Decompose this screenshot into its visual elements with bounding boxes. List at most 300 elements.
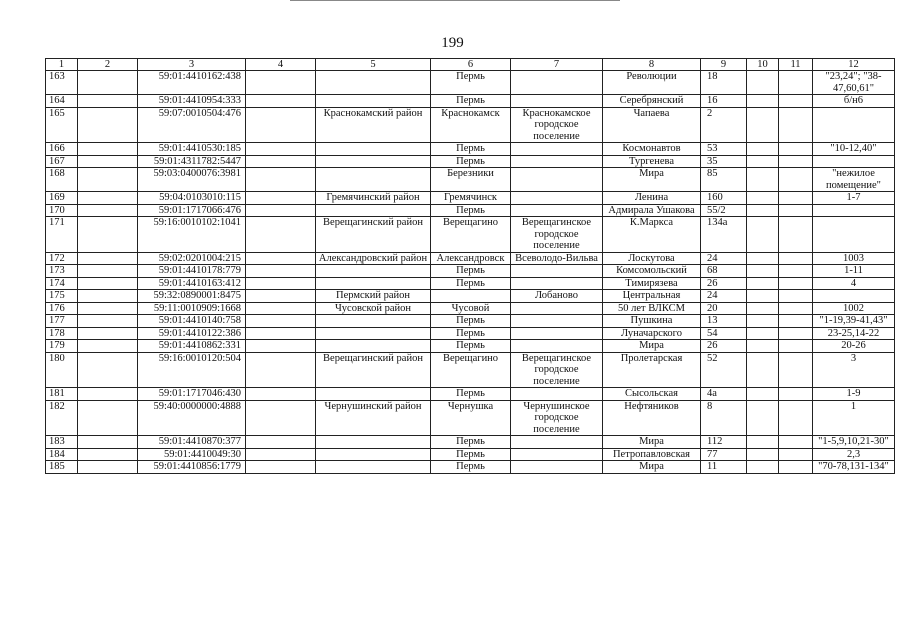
- cadastral-number: 59:01:4410122:386: [138, 327, 246, 340]
- premises-numbers: [813, 217, 895, 253]
- cell-col4: [246, 71, 316, 95]
- column-header: 2: [78, 59, 138, 71]
- table-row: [46, 461, 895, 474]
- row-number: 174: [46, 277, 78, 290]
- cell-col10: [747, 436, 779, 449]
- settlement-name: Всеволодо-Вильва: [511, 252, 603, 265]
- house-number: 55/2: [701, 204, 747, 217]
- table-row: [46, 327, 895, 340]
- house-number: 2: [701, 107, 747, 143]
- table-row: [46, 107, 895, 143]
- column-header: 12: [813, 59, 895, 71]
- cadastral-number: 59:01:1717046:430: [138, 388, 246, 401]
- cell-col10: [747, 168, 779, 192]
- cadastral-number: 59:01:4410162:438: [138, 71, 246, 95]
- premises-numbers: 1-11: [813, 265, 895, 278]
- row-number: 179: [46, 340, 78, 353]
- premises-numbers: 3: [813, 352, 895, 388]
- cadastral-number: 59:11:0010909:1668: [138, 302, 246, 315]
- house-number: 11: [701, 461, 747, 474]
- street-name: 50 лет ВЛКСМ: [603, 302, 701, 315]
- row-number: 176: [46, 302, 78, 315]
- table-row: [46, 436, 895, 449]
- row-number: 173: [46, 265, 78, 278]
- column-header: 8: [603, 59, 701, 71]
- settlement-name: [511, 71, 603, 95]
- settlement-name: [511, 204, 603, 217]
- cell-col4: [246, 290, 316, 303]
- district-name: [316, 315, 431, 328]
- premises-numbers: "23,24"; "38-47,60,61": [813, 71, 895, 95]
- street-name: Центральная: [603, 290, 701, 303]
- house-number: 20: [701, 302, 747, 315]
- cadastral-number: 59:01:4410856:1779: [138, 461, 246, 474]
- house-number: 52: [701, 352, 747, 388]
- cell-col2: [78, 143, 138, 156]
- cell-col10: [747, 388, 779, 401]
- table-row: [46, 290, 895, 303]
- city-name: Чернушка: [431, 400, 511, 436]
- settlement-name: [511, 192, 603, 205]
- house-number: 53: [701, 143, 747, 156]
- property-register-table: [45, 58, 895, 474]
- cell-col11: [779, 143, 813, 156]
- row-number: 166: [46, 143, 78, 156]
- street-name: Петропавловская: [603, 448, 701, 461]
- cell-col4: [246, 204, 316, 217]
- city-name: Александровск: [431, 252, 511, 265]
- cell-col4: [246, 265, 316, 278]
- cell-col4: [246, 388, 316, 401]
- settlement-name: [511, 265, 603, 278]
- city-name: Чусовой: [431, 302, 511, 315]
- cell-col10: [747, 327, 779, 340]
- cell-col10: [747, 95, 779, 108]
- premises-numbers: [813, 155, 895, 168]
- cell-col11: [779, 168, 813, 192]
- premises-numbers: 1003: [813, 252, 895, 265]
- cadastral-number: 59:01:4410049:30: [138, 448, 246, 461]
- district-name: [316, 448, 431, 461]
- cell-col11: [779, 327, 813, 340]
- cell-col4: [246, 340, 316, 353]
- cell-col4: [246, 352, 316, 388]
- cell-col11: [779, 71, 813, 95]
- cell-col2: [78, 388, 138, 401]
- premises-numbers: [813, 290, 895, 303]
- cell-col10: [747, 252, 779, 265]
- settlement-name: Краснокамское городское поселение: [511, 107, 603, 143]
- cadastral-number: 59:01:4410870:377: [138, 436, 246, 449]
- premises-numbers: 4: [813, 277, 895, 290]
- settlement-name: [511, 327, 603, 340]
- settlement-name: [511, 436, 603, 449]
- cell-col2: [78, 265, 138, 278]
- district-name: [316, 71, 431, 95]
- settlement-name: [511, 448, 603, 461]
- district-name: [316, 204, 431, 217]
- cell-col2: [78, 95, 138, 108]
- row-number: 183: [46, 436, 78, 449]
- row-number: 178: [46, 327, 78, 340]
- row-number: 177: [46, 315, 78, 328]
- table-row: [46, 204, 895, 217]
- settlement-name: Чернушинское городское поселение: [511, 400, 603, 436]
- city-name: [431, 290, 511, 303]
- settlement-name: Лобаново: [511, 290, 603, 303]
- cadastral-number: 59:01:4311782:5447: [138, 155, 246, 168]
- premises-numbers: 23-25,14-22: [813, 327, 895, 340]
- cell-col11: [779, 155, 813, 168]
- cell-col11: [779, 302, 813, 315]
- cell-col2: [78, 217, 138, 253]
- page-number: 199: [441, 35, 464, 51]
- street-name: Ленина: [603, 192, 701, 205]
- house-number: 26: [701, 340, 747, 353]
- district-name: Пермский район: [316, 290, 431, 303]
- settlement-name: [511, 155, 603, 168]
- column-header: 5: [316, 59, 431, 71]
- district-name: [316, 265, 431, 278]
- cell-col10: [747, 71, 779, 95]
- city-name: Пермь: [431, 448, 511, 461]
- row-number: 164: [46, 95, 78, 108]
- register-body: [46, 71, 895, 474]
- cell-col11: [779, 340, 813, 353]
- cadastral-number: 59:01:4410530:185: [138, 143, 246, 156]
- city-name: Пермь: [431, 436, 511, 449]
- street-name: Пролетарская: [603, 352, 701, 388]
- street-name: Нефтяников: [603, 400, 701, 436]
- cell-col4: [246, 192, 316, 205]
- city-name: Пермь: [431, 277, 511, 290]
- cell-col2: [78, 436, 138, 449]
- premises-numbers: 2,3: [813, 448, 895, 461]
- cadastral-number: 59:04:0103010:115: [138, 192, 246, 205]
- cell-col11: [779, 436, 813, 449]
- premises-numbers: "70-78,131-134": [813, 461, 895, 474]
- house-number: 13: [701, 315, 747, 328]
- column-header: 3: [138, 59, 246, 71]
- street-name: Революции: [603, 71, 701, 95]
- table-row: [46, 143, 895, 156]
- district-name: [316, 388, 431, 401]
- cadastral-number: 59:32:0890001:8475: [138, 290, 246, 303]
- house-number: 24: [701, 252, 747, 265]
- house-number: 24: [701, 290, 747, 303]
- cell-col4: [246, 277, 316, 290]
- cadastral-number: 59:01:4410178:779: [138, 265, 246, 278]
- cadastral-number: 59:03:0400076:3981: [138, 168, 246, 192]
- cell-col4: [246, 143, 316, 156]
- cell-col11: [779, 461, 813, 474]
- cell-col11: [779, 277, 813, 290]
- premises-numbers: [813, 204, 895, 217]
- cadastral-number: 59:01:4410140:758: [138, 315, 246, 328]
- column-header: 7: [511, 59, 603, 71]
- cell-col4: [246, 461, 316, 474]
- row-number: 175: [46, 290, 78, 303]
- cell-col2: [78, 340, 138, 353]
- cell-col4: [246, 302, 316, 315]
- cell-col2: [78, 327, 138, 340]
- city-name: Пермь: [431, 388, 511, 401]
- district-name: Чернушинский район: [316, 400, 431, 436]
- cell-col11: [779, 388, 813, 401]
- house-number: 26: [701, 277, 747, 290]
- cell-col4: [246, 168, 316, 192]
- row-number: 180: [46, 352, 78, 388]
- row-number: 172: [46, 252, 78, 265]
- cell-col2: [78, 252, 138, 265]
- cell-col2: [78, 461, 138, 474]
- district-name: Верещагинский район: [316, 352, 431, 388]
- cell-col10: [747, 461, 779, 474]
- table-row: [46, 192, 895, 205]
- cell-col11: [779, 252, 813, 265]
- table-row: [46, 155, 895, 168]
- cell-col10: [747, 217, 779, 253]
- district-name: [316, 168, 431, 192]
- cell-col10: [747, 265, 779, 278]
- cell-col2: [78, 302, 138, 315]
- street-name: Мира: [603, 340, 701, 353]
- premises-numbers: "нежилое помещение": [813, 168, 895, 192]
- house-number: 112: [701, 436, 747, 449]
- street-name: Мира: [603, 461, 701, 474]
- column-header: 10: [747, 59, 779, 71]
- cell-col2: [78, 277, 138, 290]
- cadastral-number: 59:16:0010120:504: [138, 352, 246, 388]
- city-name: Пермь: [431, 265, 511, 278]
- city-name: Пермь: [431, 71, 511, 95]
- cell-col2: [78, 290, 138, 303]
- city-name: Пермь: [431, 340, 511, 353]
- premises-numbers: 20-26: [813, 340, 895, 353]
- cell-col11: [779, 352, 813, 388]
- district-name: [316, 436, 431, 449]
- cell-col2: [78, 71, 138, 95]
- settlement-name: [511, 277, 603, 290]
- house-number: 18: [701, 71, 747, 95]
- settlement-name: Верещагинское городское поселение: [511, 217, 603, 253]
- cell-col11: [779, 315, 813, 328]
- cell-col11: [779, 204, 813, 217]
- table-row: [46, 400, 895, 436]
- column-header: 6: [431, 59, 511, 71]
- cell-col4: [246, 252, 316, 265]
- table-row: [46, 252, 895, 265]
- settlement-name: [511, 315, 603, 328]
- house-number: 35: [701, 155, 747, 168]
- cell-col10: [747, 352, 779, 388]
- table-row: [46, 217, 895, 253]
- cell-col10: [747, 107, 779, 143]
- street-name: Сысольская: [603, 388, 701, 401]
- cell-col2: [78, 168, 138, 192]
- row-number: 167: [46, 155, 78, 168]
- cell-col10: [747, 277, 779, 290]
- street-name: Серебрянский: [603, 95, 701, 108]
- premises-numbers: "1-19,39-41,43": [813, 315, 895, 328]
- premises-numbers: [813, 107, 895, 143]
- house-number: 8: [701, 400, 747, 436]
- cadastral-number: 59:07:0010504:476: [138, 107, 246, 143]
- premises-numbers: "1-5,9,10,21-30": [813, 436, 895, 449]
- cell-col10: [747, 448, 779, 461]
- district-name: Краснокамский район: [316, 107, 431, 143]
- district-name: Александровский район: [316, 252, 431, 265]
- cell-col11: [779, 192, 813, 205]
- cadastral-number: 59:01:4410862:331: [138, 340, 246, 353]
- district-name: [316, 155, 431, 168]
- column-header: 11: [779, 59, 813, 71]
- house-number: 4а: [701, 388, 747, 401]
- cell-col11: [779, 448, 813, 461]
- cell-col10: [747, 340, 779, 353]
- table-row: [46, 95, 895, 108]
- table-row: [46, 71, 895, 95]
- district-name: Гремячинский район: [316, 192, 431, 205]
- cell-col2: [78, 315, 138, 328]
- city-name: Краснокамск: [431, 107, 511, 143]
- settlement-name: Верещагинское городское поселение: [511, 352, 603, 388]
- city-name: Пермь: [431, 143, 511, 156]
- cell-col2: [78, 448, 138, 461]
- street-name: Комсомольский: [603, 265, 701, 278]
- cell-col10: [747, 155, 779, 168]
- cell-col11: [779, 290, 813, 303]
- cell-col10: [747, 192, 779, 205]
- table-row: [46, 340, 895, 353]
- cell-col2: [78, 192, 138, 205]
- street-name: Тимирязева: [603, 277, 701, 290]
- street-name: Мира: [603, 436, 701, 449]
- cell-col11: [779, 107, 813, 143]
- city-name: Верещагино: [431, 352, 511, 388]
- column-header: 1: [46, 59, 78, 71]
- district-name: [316, 95, 431, 108]
- district-name: Чусовской район: [316, 302, 431, 315]
- street-name: Чапаева: [603, 107, 701, 143]
- cell-col10: [747, 290, 779, 303]
- cell-col4: [246, 217, 316, 253]
- scan-edge-line: [290, 0, 620, 1]
- settlement-name: [511, 168, 603, 192]
- settlement-name: [511, 302, 603, 315]
- row-number: 165: [46, 107, 78, 143]
- row-number: 163: [46, 71, 78, 95]
- house-number: 54: [701, 327, 747, 340]
- district-name: [316, 461, 431, 474]
- street-name: Тургенева: [603, 155, 701, 168]
- settlement-name: [511, 388, 603, 401]
- cell-col4: [246, 107, 316, 143]
- cadastral-number: 59:01:4410954:333: [138, 95, 246, 108]
- settlement-name: [511, 95, 603, 108]
- cell-col10: [747, 143, 779, 156]
- street-name: Мира: [603, 168, 701, 192]
- row-number: 171: [46, 217, 78, 253]
- street-name: К.Маркса: [603, 217, 701, 253]
- cell-col11: [779, 217, 813, 253]
- premises-numbers: б/н6: [813, 95, 895, 108]
- house-number: 77: [701, 448, 747, 461]
- premises-numbers: 1-9: [813, 388, 895, 401]
- table-row: [46, 302, 895, 315]
- premises-numbers: "10-12,40": [813, 143, 895, 156]
- cell-col2: [78, 155, 138, 168]
- cell-col10: [747, 400, 779, 436]
- city-name: Березники: [431, 168, 511, 192]
- table-row: [46, 315, 895, 328]
- row-number: 184: [46, 448, 78, 461]
- table-row: [46, 388, 895, 401]
- cadastral-number: 59:16:0010102:1041: [138, 217, 246, 253]
- street-name: Лоскутова: [603, 252, 701, 265]
- city-name: Пермь: [431, 461, 511, 474]
- cell-col2: [78, 400, 138, 436]
- cell-col10: [747, 302, 779, 315]
- row-number: 182: [46, 400, 78, 436]
- table-row: [46, 277, 895, 290]
- cell-col10: [747, 204, 779, 217]
- house-number: 68: [701, 265, 747, 278]
- cell-col11: [779, 265, 813, 278]
- row-number: 181: [46, 388, 78, 401]
- cell-col4: [246, 315, 316, 328]
- cadastral-number: 59:01:1717066:476: [138, 204, 246, 217]
- house-number: 85: [701, 168, 747, 192]
- cadastral-number: 59:02:0201004:215: [138, 252, 246, 265]
- cell-col11: [779, 95, 813, 108]
- district-name: [316, 143, 431, 156]
- table-row: [46, 352, 895, 388]
- cell-col4: [246, 400, 316, 436]
- settlement-name: [511, 461, 603, 474]
- cell-col4: [246, 448, 316, 461]
- column-header: 4: [246, 59, 316, 71]
- row-number: 168: [46, 168, 78, 192]
- row-number: 185: [46, 461, 78, 474]
- cadastral-number: 59:01:4410163:412: [138, 277, 246, 290]
- city-name: Гремячинск: [431, 192, 511, 205]
- house-number: 16: [701, 95, 747, 108]
- district-name: [316, 340, 431, 353]
- table-row: [46, 168, 895, 192]
- city-name: Верещагино: [431, 217, 511, 253]
- city-name: Пермь: [431, 155, 511, 168]
- cell-col4: [246, 95, 316, 108]
- table-row: [46, 265, 895, 278]
- street-name: Луначарского: [603, 327, 701, 340]
- cell-col4: [246, 155, 316, 168]
- settlement-name: [511, 340, 603, 353]
- premises-numbers: 1002: [813, 302, 895, 315]
- house-number: 134а: [701, 217, 747, 253]
- city-name: Пермь: [431, 95, 511, 108]
- house-number: 160: [701, 192, 747, 205]
- cell-col2: [78, 204, 138, 217]
- cadastral-number: 59:40:0000000:4888: [138, 400, 246, 436]
- cell-col4: [246, 327, 316, 340]
- premises-numbers: 1: [813, 400, 895, 436]
- settlement-name: [511, 143, 603, 156]
- district-name: [316, 277, 431, 290]
- row-number: 169: [46, 192, 78, 205]
- column-header: 9: [701, 59, 747, 71]
- cell-col2: [78, 107, 138, 143]
